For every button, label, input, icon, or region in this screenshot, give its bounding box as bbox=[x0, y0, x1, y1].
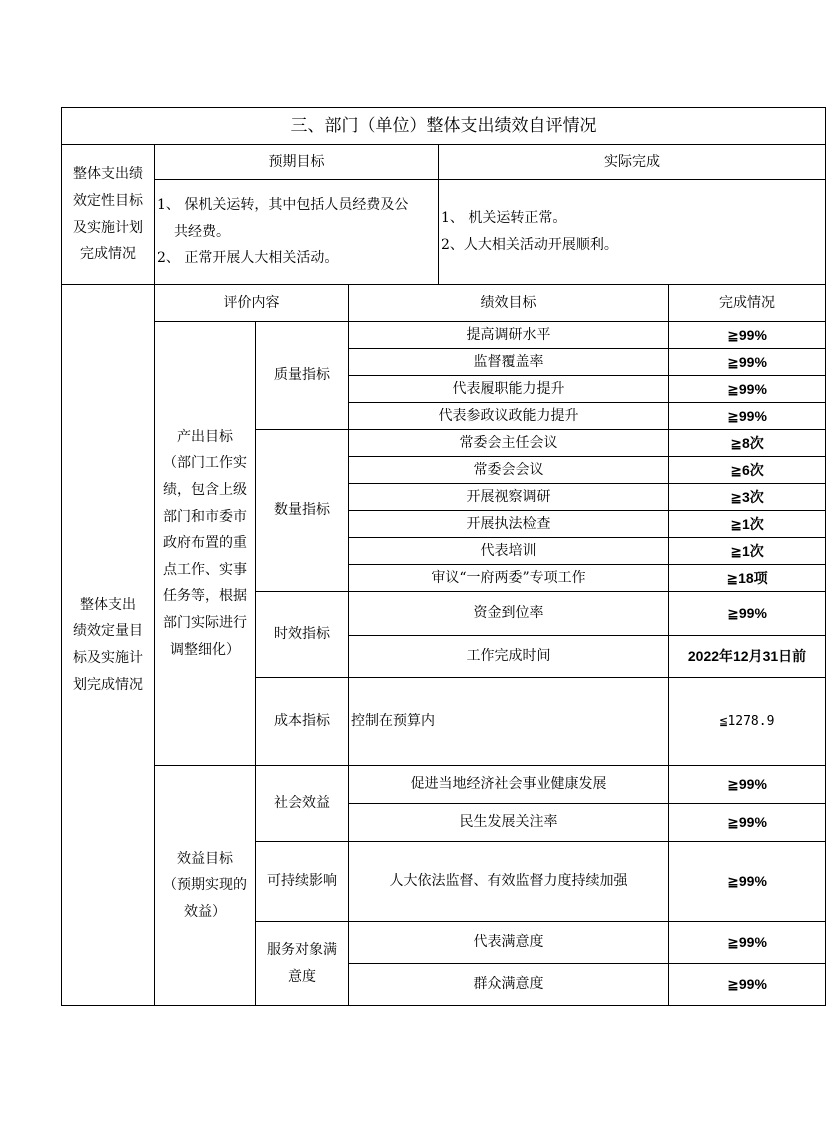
header-status: 完成情况 bbox=[669, 285, 826, 322]
output-label-line: 部门和市委市 bbox=[163, 508, 247, 525]
goal-cell: 提高调研水平 bbox=[349, 322, 669, 349]
status-cell: ≧99% bbox=[669, 964, 826, 1006]
output-label-line: 绩，包含上级 bbox=[163, 482, 247, 499]
status-cell: 2022年12月31日前 bbox=[669, 636, 826, 678]
service-satisfaction-indicator: 服务对象满意度 bbox=[256, 922, 349, 1006]
output-label-line: 调整细化） bbox=[170, 641, 240, 658]
goal-cell: 代表履职能力提升 bbox=[349, 376, 669, 403]
output-goal-label bbox=[155, 322, 256, 766]
output-label-line: 政府布置的重 bbox=[163, 535, 247, 552]
benefit-label-line: 效益） bbox=[184, 903, 226, 920]
goal-cell: 工作完成时间 bbox=[349, 636, 669, 678]
quantity-indicator: 数量指标 bbox=[256, 430, 349, 592]
goal-cell: 人大依法监督、有效监督力度持续加强 bbox=[349, 842, 669, 922]
output-label-line: 点工作、实事 bbox=[163, 561, 247, 578]
goal-cell: 代表培训 bbox=[349, 538, 669, 565]
goal-cell: 开展执法检查 bbox=[349, 511, 669, 538]
status-cell: ≧99% bbox=[669, 349, 826, 376]
actual-item: 2、人大相关活动开展顺利。 bbox=[441, 237, 618, 253]
status-cell: ≧6次 bbox=[669, 457, 826, 484]
status-cell: ≧18项 bbox=[669, 565, 826, 592]
expected-item: 1、 保机关运转，其中包括人员经费及公 bbox=[157, 197, 409, 214]
status-cell: ≧99% bbox=[669, 842, 826, 922]
status-cell: ≧99% bbox=[669, 592, 826, 636]
performance-table-container bbox=[61, 107, 826, 1006]
actual-item: 1、 机关运转正常。 bbox=[441, 210, 567, 227]
status-cell: ≧99% bbox=[669, 376, 826, 403]
quantitative-label-line: 标及实施计 bbox=[73, 650, 143, 666]
benefit-label-line: 效益目标 bbox=[177, 850, 233, 867]
cost-indicator: 成本指标 bbox=[256, 678, 349, 766]
status-cell: ≧1次 bbox=[669, 538, 826, 565]
qualitative-label bbox=[62, 145, 155, 285]
actual-complete-content bbox=[439, 180, 826, 285]
status-cell: ≧99% bbox=[669, 804, 826, 842]
goal-cell: 常委会会议 bbox=[349, 457, 669, 484]
quantitative-label-line: 绩效定量目 bbox=[73, 623, 143, 640]
expected-goal-header: 预期目标 bbox=[155, 145, 439, 180]
qualitative-label-line: 完成情况 bbox=[80, 246, 136, 263]
goal-cell: 控制在预算内 bbox=[349, 678, 669, 766]
social-benefit-indicator: 社会效益 bbox=[256, 766, 349, 842]
goal-cell: 开展视察调研 bbox=[349, 484, 669, 511]
output-label-line: 产出目标 bbox=[177, 428, 233, 445]
goal-cell: 代表参政议政能力提升 bbox=[349, 403, 669, 430]
status-cell: ≦1278.9 bbox=[669, 678, 826, 766]
sustainable-indicator: 可持续影响 bbox=[256, 842, 349, 922]
performance-table bbox=[61, 107, 826, 1006]
expected-item: 共经费。 bbox=[174, 223, 230, 240]
table-title: 三、部门（单位）整体支出绩效自评情况 bbox=[62, 108, 826, 145]
goal-cell: 资金到位率 bbox=[349, 592, 669, 636]
output-label-line: 任务等，根据 bbox=[163, 588, 247, 605]
timeliness-indicator: 时效指标 bbox=[256, 592, 349, 678]
quantitative-label-line: 划完成情况 bbox=[73, 676, 143, 693]
output-label-line: （部门工作实 bbox=[163, 455, 247, 472]
goal-cell: 代表满意度 bbox=[349, 922, 669, 964]
qualitative-label-line: 及实施计划 bbox=[73, 219, 143, 236]
quantitative-label-line: 整体支出 bbox=[80, 596, 136, 613]
quantitative-label bbox=[62, 285, 155, 1006]
qualitative-label-line: 效定性目标 bbox=[73, 192, 143, 209]
goal-cell: 监督覆盖率 bbox=[349, 349, 669, 376]
status-cell: ≧8次 bbox=[669, 430, 826, 457]
expected-goal-content bbox=[155, 180, 439, 285]
status-cell: ≧99% bbox=[669, 322, 826, 349]
goal-cell: 常委会主任会议 bbox=[349, 430, 669, 457]
qualitative-label-line: 整体支出绩 bbox=[73, 166, 143, 183]
benefit-label-line: （预期实现的 bbox=[163, 877, 247, 894]
status-cell: ≧99% bbox=[669, 766, 826, 804]
expected-item: 2、 正常开展人大相关活动。 bbox=[157, 250, 339, 267]
quality-indicator: 质量指标 bbox=[256, 322, 349, 430]
status-cell: ≧99% bbox=[669, 922, 826, 964]
goal-cell: 群众满意度 bbox=[349, 964, 669, 1006]
header-goal: 绩效目标 bbox=[349, 285, 669, 322]
actual-complete-header: 实际完成 bbox=[439, 145, 826, 180]
goal-cell: 审议“一府两委”专项工作 bbox=[349, 565, 669, 592]
status-cell: ≧1次 bbox=[669, 511, 826, 538]
goal-cell: 促进当地经济社会事业健康发展 bbox=[349, 766, 669, 804]
benefit-goal-label bbox=[155, 766, 256, 1006]
header-content: 评价内容 bbox=[155, 285, 349, 322]
goal-cell: 民生发展关注率 bbox=[349, 804, 669, 842]
output-label-line: 部门实际进行 bbox=[163, 614, 247, 631]
status-cell: ≧99% bbox=[669, 403, 826, 430]
status-cell: ≧3次 bbox=[669, 484, 826, 511]
